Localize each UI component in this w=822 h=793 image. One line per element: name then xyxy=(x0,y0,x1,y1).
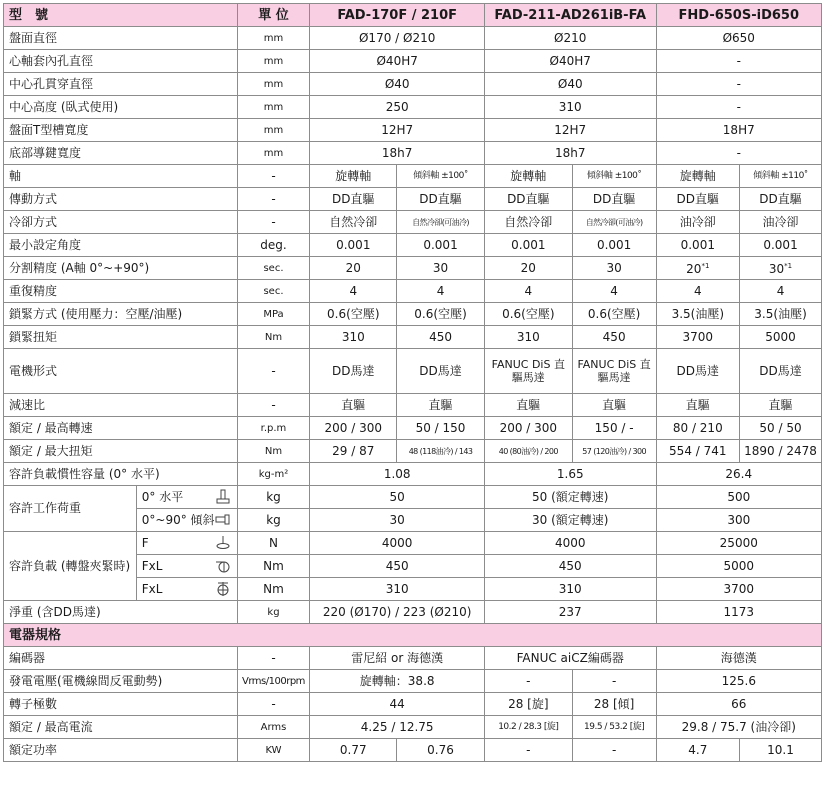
cell: 3.5(油壓) xyxy=(656,303,740,326)
cell: 29 / 87 xyxy=(310,440,397,463)
table-row xyxy=(4,234,822,257)
cell: 57 (120油冷) / 300 xyxy=(572,440,656,463)
cell: 300 xyxy=(656,509,821,532)
cell: 0.6(空壓) xyxy=(310,303,397,326)
cell: 0.001 xyxy=(656,234,740,257)
cell: 450 xyxy=(572,326,656,349)
cell: 50 (額定轉速) xyxy=(484,486,656,509)
table-row xyxy=(4,693,822,716)
cell: DD直驅 xyxy=(572,188,656,211)
cell: 125.6 xyxy=(656,670,821,693)
cell: 28 [旋] xyxy=(484,693,572,716)
unit-header: 單 位 xyxy=(237,4,310,27)
cell: 237 xyxy=(484,601,656,624)
cell: Ø40 xyxy=(484,73,656,96)
cell: 直驅 xyxy=(572,394,656,417)
cell: 50 xyxy=(310,486,485,509)
row-unit: - xyxy=(237,211,310,234)
row-label: 淨重 (含DD馬達) xyxy=(4,601,238,624)
cell: Ø40 xyxy=(310,73,485,96)
row-label: 轉子極數 xyxy=(4,693,238,716)
cell: 4 xyxy=(572,280,656,303)
cell: 28 [傾] xyxy=(572,693,656,716)
table-row xyxy=(4,349,822,394)
row-unit: Nm xyxy=(237,555,310,578)
cell: DD馬達 xyxy=(310,349,397,394)
cell: 450 xyxy=(397,326,485,349)
cell: 10.1 xyxy=(740,739,822,762)
model-fhd650-header: FHD-650S-iD650 xyxy=(656,4,821,27)
cell: 310 xyxy=(484,96,656,119)
cell: 200 / 300 xyxy=(484,417,572,440)
table-row xyxy=(4,532,822,555)
row-label: 編碼器 xyxy=(4,647,238,670)
row-label: 鎖緊方式 (使用壓力：空壓/油壓) xyxy=(4,303,238,326)
cell: 26.4 xyxy=(656,463,821,486)
cell: 554 / 741 xyxy=(656,440,740,463)
row-sublabel: FxL xyxy=(136,555,237,578)
cell: 0.77 xyxy=(310,739,397,762)
cell: 傾斜軸 ±100˚ xyxy=(572,165,656,188)
cell: 30 xyxy=(397,257,485,280)
cell: 3700 xyxy=(656,326,740,349)
row-unit: mm xyxy=(237,27,310,50)
row-label: 減速比 xyxy=(4,394,238,417)
row-label: 重復精度 xyxy=(4,280,238,303)
row-label: 心軸套內孔直徑 xyxy=(4,50,238,73)
cell: 4000 xyxy=(310,532,485,555)
cell: 0.001 xyxy=(572,234,656,257)
cell: DD馬達 xyxy=(740,349,822,394)
table-row xyxy=(4,326,822,349)
tilted-table-icon xyxy=(215,512,231,528)
row-unit: mm xyxy=(237,50,310,73)
cell: 4.7 xyxy=(656,739,740,762)
cell: 1890 / 2478 xyxy=(740,440,822,463)
table-row xyxy=(4,739,822,762)
row-group-label: 容許工作荷重 xyxy=(4,486,137,532)
torsion-load-icon xyxy=(215,581,231,597)
cell: 450 xyxy=(484,555,656,578)
cell: 30 xyxy=(310,509,485,532)
row-unit: - xyxy=(237,647,310,670)
table-row xyxy=(4,440,822,463)
cell: 1.65 xyxy=(484,463,656,486)
row-unit: KW xyxy=(237,739,310,762)
row-label: 鎖緊扭矩 xyxy=(4,326,238,349)
cell: - xyxy=(484,739,572,762)
cell: 30 (額定轉速) xyxy=(484,509,656,532)
cell: 1173 xyxy=(656,601,821,624)
row-unit: Nm xyxy=(237,440,310,463)
axial-load-icon xyxy=(215,535,231,551)
cell: - xyxy=(656,73,821,96)
table-row xyxy=(4,463,822,486)
row-unit: Nm xyxy=(237,326,310,349)
cell: 4.25 / 12.75 xyxy=(310,716,485,739)
cell: 0.76 xyxy=(397,739,485,762)
cell: 4 xyxy=(656,280,740,303)
row-label: 分割精度 (A軸 0°~+90°) xyxy=(4,257,238,280)
cell: 310 xyxy=(484,578,656,601)
cell: 0.001 xyxy=(484,234,572,257)
cell: 10.2 / 28.3 [旋] xyxy=(484,716,572,739)
row-unit: mm xyxy=(237,96,310,119)
cell: 80 / 210 xyxy=(656,417,740,440)
row-unit: r.p.m xyxy=(237,417,310,440)
table-row xyxy=(4,647,822,670)
cell: DD直驅 xyxy=(397,188,485,211)
cell: 50 / 50 xyxy=(740,417,822,440)
cell: 18h7 xyxy=(310,142,485,165)
cell: 310 xyxy=(310,578,485,601)
model-header: 型 號 xyxy=(4,4,238,27)
cell: 4 xyxy=(310,280,397,303)
table-row xyxy=(4,486,822,509)
row-label: 傳動方式 xyxy=(4,188,238,211)
table-row xyxy=(4,716,822,739)
cell: - xyxy=(656,96,821,119)
row-label: 中心孔貫穿直徑 xyxy=(4,73,238,96)
row-group-label: 容許負載 (轉盤夾緊時) xyxy=(4,532,137,601)
cell: Ø40H7 xyxy=(310,50,485,73)
cell: 自然冷卻(可油冷) xyxy=(397,211,485,234)
row-sublabel: F xyxy=(136,532,237,555)
cell: 50 / 150 xyxy=(397,417,485,440)
row-unit: - xyxy=(237,394,310,417)
cell: 310 xyxy=(484,326,572,349)
cell: 40 (80油冷) / 200 xyxy=(484,440,572,463)
row-label: 電機形式 xyxy=(4,349,238,394)
row-unit: N xyxy=(237,532,310,555)
row-unit: Vrms/100rpm xyxy=(237,670,310,693)
row-unit: kg xyxy=(237,486,310,509)
cell: 25000 xyxy=(656,532,821,555)
table-row xyxy=(4,670,822,693)
cell: 5000 xyxy=(740,326,822,349)
cell: 150 / - xyxy=(572,417,656,440)
cell: 220 (Ø170) / 223 (Ø210) xyxy=(310,601,485,624)
cell: 18H7 xyxy=(656,119,821,142)
row-unit: MPa xyxy=(237,303,310,326)
row-sublabel: 0°~90° 傾斜 xyxy=(136,509,237,532)
cell: FANUC DiS 直驅馬達 xyxy=(572,349,656,394)
row-label: 額定功率 xyxy=(4,739,238,762)
section-header-row xyxy=(4,624,822,647)
spec-table xyxy=(3,3,822,762)
row-unit: mm xyxy=(237,73,310,96)
cell: 油冷卻 xyxy=(656,211,740,234)
row-unit: - xyxy=(237,349,310,394)
cell: 直驅 xyxy=(397,394,485,417)
row-unit: sec. xyxy=(237,257,310,280)
cell: 旋轉軸 xyxy=(656,165,740,188)
cell: 自然冷卻(可油冷) xyxy=(572,211,656,234)
cell: 直驅 xyxy=(740,394,822,417)
model-fad211-header: FAD-211-AD261iB-FA xyxy=(484,4,656,27)
moment-load-icon xyxy=(215,558,231,574)
row-label: 最小設定角度 xyxy=(4,234,238,257)
cell: 4 xyxy=(740,280,822,303)
cell: 12H7 xyxy=(310,119,485,142)
row-label: 盤面T型槽寬度 xyxy=(4,119,238,142)
cell: 12H7 xyxy=(484,119,656,142)
cell: DD直驅 xyxy=(740,188,822,211)
cell: 旋轉軸 xyxy=(484,165,572,188)
cell: 3700 xyxy=(656,578,821,601)
cell: 旋轉軸：38.8 xyxy=(310,670,485,693)
cell: 3.5(油壓) xyxy=(740,303,822,326)
cell: 66 xyxy=(656,693,821,716)
cell: 20$^{*1}$ xyxy=(656,257,740,280)
table-row xyxy=(4,394,822,417)
table-row xyxy=(4,165,822,188)
cell: 48 (118油冷) / 143 xyxy=(397,440,485,463)
cell: 4 xyxy=(397,280,485,303)
header-row xyxy=(4,4,822,27)
cell: 250 xyxy=(310,96,485,119)
row-label: 冷卻方式 xyxy=(4,211,238,234)
row-unit: kg xyxy=(237,601,310,624)
cell: 直驅 xyxy=(310,394,397,417)
footnote-mark: *1 xyxy=(784,262,793,270)
cell: 自然冷卻 xyxy=(484,211,572,234)
cell: 雷尼紹 or 海德漢 xyxy=(310,647,485,670)
cell: Ø210 xyxy=(484,27,656,50)
row-unit: mm xyxy=(237,119,310,142)
cell: 0.6(空壓) xyxy=(484,303,572,326)
cell: - xyxy=(572,670,656,693)
cell: 直驅 xyxy=(656,394,740,417)
cell: 0.6(空壓) xyxy=(572,303,656,326)
row-label: 盤面直徑 xyxy=(4,27,238,50)
electrical-section-title: 電器規格 xyxy=(4,624,822,647)
cell: 海德漢 xyxy=(656,647,821,670)
cell: DD馬達 xyxy=(397,349,485,394)
model-fad170-header: FAD-170F / 210F xyxy=(310,4,485,27)
table-row xyxy=(4,601,822,624)
table-row xyxy=(4,27,822,50)
row-label: 額定 / 最高電流 xyxy=(4,716,238,739)
row-label: 發電電壓(電機線間反電動勢) xyxy=(4,670,238,693)
row-unit: Arms xyxy=(237,716,310,739)
cell: 29.8 / 75.7 (油冷卻) xyxy=(656,716,821,739)
cell: 44 xyxy=(310,693,485,716)
cell: 0.001 xyxy=(397,234,485,257)
cell: 500 xyxy=(656,486,821,509)
cell: 20 xyxy=(310,257,397,280)
row-sublabel: FxL xyxy=(136,578,237,601)
cell: DD直驅 xyxy=(310,188,397,211)
cell: 旋轉軸 xyxy=(310,165,397,188)
cell: 4 xyxy=(484,280,572,303)
table-row xyxy=(4,73,822,96)
cell: 30$^{*1}$ xyxy=(740,257,822,280)
horizontal-table-icon xyxy=(215,489,231,505)
table-row xyxy=(4,211,822,234)
cell: - xyxy=(656,50,821,73)
cell: 20 xyxy=(484,257,572,280)
table-row xyxy=(4,417,822,440)
cell: 油冷卻 xyxy=(740,211,822,234)
footnote-mark: *1 xyxy=(701,262,710,270)
row-label: 軸 xyxy=(4,165,238,188)
table-row xyxy=(4,50,822,73)
cell: 0.001 xyxy=(740,234,822,257)
cell: 直驅 xyxy=(484,394,572,417)
cell: 4000 xyxy=(484,532,656,555)
table-row xyxy=(4,142,822,165)
row-label: 容許負載慣性容量 (0° 水平) xyxy=(4,463,238,486)
cell: 18h7 xyxy=(484,142,656,165)
table-row xyxy=(4,119,822,142)
table-row xyxy=(4,96,822,119)
cell: - xyxy=(572,739,656,762)
row-unit: - xyxy=(237,188,310,211)
row-label: 額定 / 最大扭矩 xyxy=(4,440,238,463)
cell: 0.6(空壓) xyxy=(397,303,485,326)
table-row xyxy=(4,188,822,211)
cell: 5000 xyxy=(656,555,821,578)
cell: DD直驅 xyxy=(484,188,572,211)
row-unit: kg-m² xyxy=(237,463,310,486)
row-unit: kg xyxy=(237,509,310,532)
cell: 450 xyxy=(310,555,485,578)
row-label: 底部導鍵寬度 xyxy=(4,142,238,165)
row-label: 額定 / 最高轉速 xyxy=(4,417,238,440)
cell: 30 xyxy=(572,257,656,280)
cell: 310 xyxy=(310,326,397,349)
cell: 200 / 300 xyxy=(310,417,397,440)
row-sublabel: 0° 水平 xyxy=(136,486,237,509)
table-row xyxy=(4,303,822,326)
table-row xyxy=(4,257,822,280)
cell: 自然冷卻 xyxy=(310,211,397,234)
cell: 傾斜軸 ±100˚ xyxy=(397,165,485,188)
cell: 傾斜軸 ±110˚ xyxy=(740,165,822,188)
cell: Ø40H7 xyxy=(484,50,656,73)
cell: 1.08 xyxy=(310,463,485,486)
cell: DD直驅 xyxy=(656,188,740,211)
cell: 19.5 / 53.2 [旋] xyxy=(572,716,656,739)
cell: FANUC aiCZ編碼器 xyxy=(484,647,656,670)
cell: FANUC DiS 直驅馬達 xyxy=(484,349,572,394)
row-unit: deg. xyxy=(237,234,310,257)
table-row xyxy=(4,280,822,303)
row-unit: sec. xyxy=(237,280,310,303)
row-label: 中心高度 (臥式使用) xyxy=(4,96,238,119)
row-unit: Nm xyxy=(237,578,310,601)
cell: - xyxy=(484,670,572,693)
cell: Ø650 xyxy=(656,27,821,50)
cell: Ø170 / Ø210 xyxy=(310,27,485,50)
cell: DD馬達 xyxy=(656,349,740,394)
cell: 0.001 xyxy=(310,234,397,257)
row-unit: - xyxy=(237,693,310,716)
cell: - xyxy=(656,142,821,165)
row-unit: - xyxy=(237,165,310,188)
row-unit: mm xyxy=(237,142,310,165)
